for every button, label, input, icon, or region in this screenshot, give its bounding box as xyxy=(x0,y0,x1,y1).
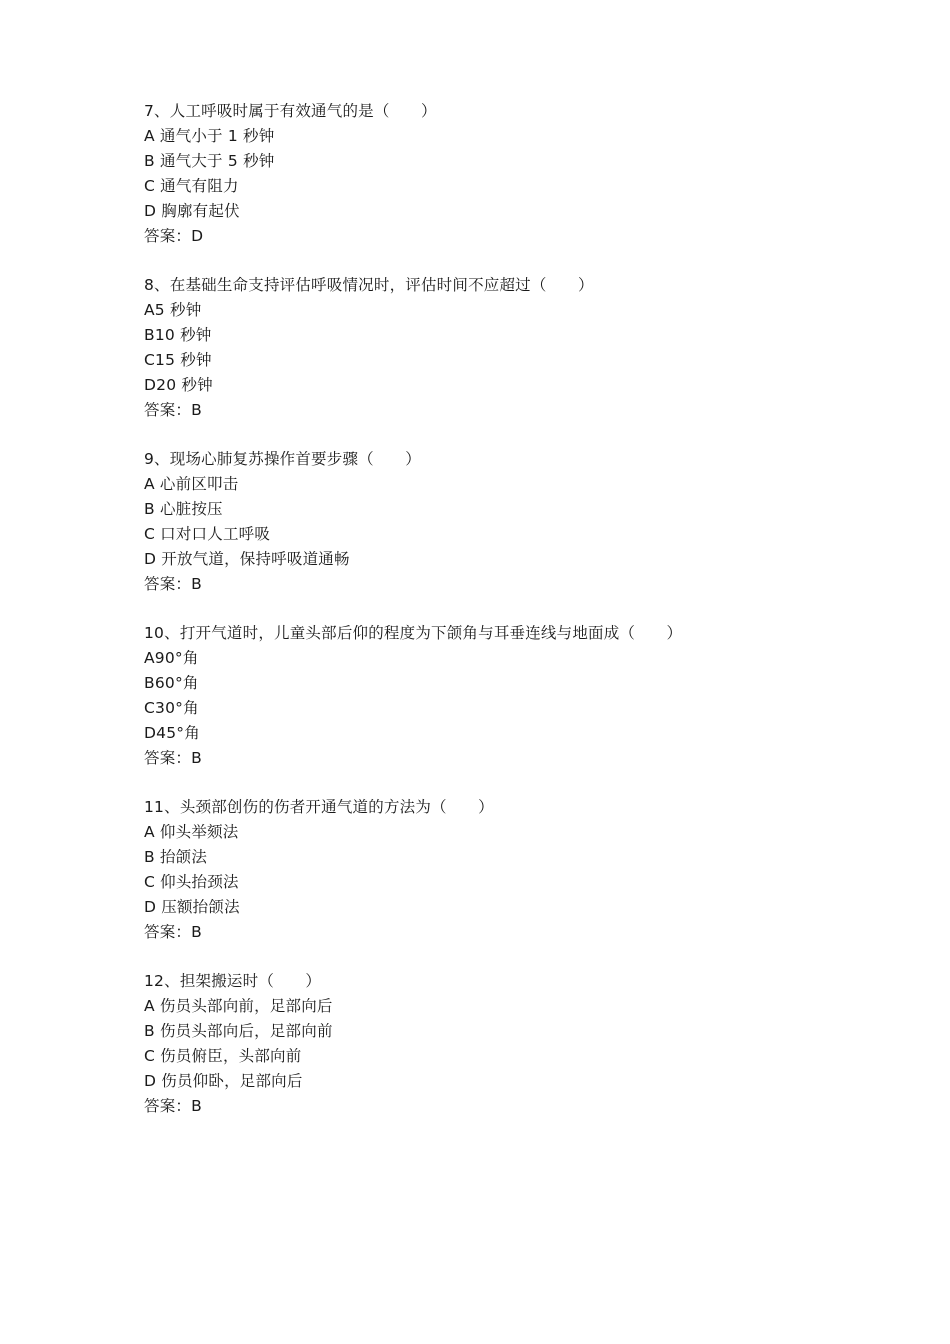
question-stem: 10、打开气道时，儿童头部后仰的程度为下颌角与耳垂连线与地面成（ ） xyxy=(144,624,683,642)
answer: 答案：B xyxy=(144,1097,202,1115)
option-a: A5 秒钟 xyxy=(144,301,202,319)
option-b: B60°角 xyxy=(144,674,199,692)
option-d: D 伤员仰卧，足部向后 xyxy=(144,1072,303,1090)
option-c: C 口对口人工呼吸 xyxy=(144,525,271,543)
question-list xyxy=(144,99,844,1143)
option-a: A90°角 xyxy=(144,649,199,667)
option-c: C 通气有阻力 xyxy=(144,177,239,195)
option-a: A 心前区叩击 xyxy=(144,475,239,493)
option-d: D 压额抬颌法 xyxy=(144,898,240,916)
question-stem: 7、人工呼吸时属于有效通气的是（ ） xyxy=(144,102,437,120)
option-b: B10 秒钟 xyxy=(144,326,212,344)
answer: 答案：D xyxy=(144,227,204,245)
question-8 xyxy=(144,273,844,423)
question-stem: 8、在基础生命支持评估呼吸情况时，评估时间不应超过（ ） xyxy=(144,276,594,294)
question-11 xyxy=(144,795,844,945)
option-c: C15 秒钟 xyxy=(144,351,212,369)
answer: 答案：B xyxy=(144,749,202,767)
option-a: A 仰头举颏法 xyxy=(144,823,239,841)
option-b: B 通气大于 5 秒钟 xyxy=(144,152,275,170)
question-10 xyxy=(144,621,844,771)
question-stem: 11、头颈部创伤的伤者开通气道的方法为（ ） xyxy=(144,798,494,816)
option-d: D 胸廓有起伏 xyxy=(144,202,240,220)
question-stem: 9、现场心肺复苏操作首要步骤（ ） xyxy=(144,450,421,468)
option-b: B 心脏按压 xyxy=(144,500,223,518)
option-c: C30°角 xyxy=(144,699,199,717)
question-7 xyxy=(144,99,844,249)
option-d: D45°角 xyxy=(144,724,200,742)
option-b: B 伤员头部向后，足部向前 xyxy=(144,1022,333,1040)
option-d: D 开放气道，保持呼吸道通畅 xyxy=(144,550,350,568)
answer: 答案：B xyxy=(144,401,202,419)
question-12 xyxy=(144,969,844,1119)
answer: 答案：B xyxy=(144,575,202,593)
question-9 xyxy=(144,447,844,597)
answer: 答案：B xyxy=(144,923,202,941)
option-c: C 仰头抬颈法 xyxy=(144,873,239,891)
option-d: D20 秒钟 xyxy=(144,376,213,394)
option-b: B 抬颌法 xyxy=(144,848,208,866)
option-a: A 通气小于 1 秒钟 xyxy=(144,127,275,145)
option-a: A 伤员头部向前，足部向后 xyxy=(144,997,333,1015)
question-stem: 12、担架搬运时（ ） xyxy=(144,972,322,990)
option-c: C 伤员俯臣，头部向前 xyxy=(144,1047,302,1065)
